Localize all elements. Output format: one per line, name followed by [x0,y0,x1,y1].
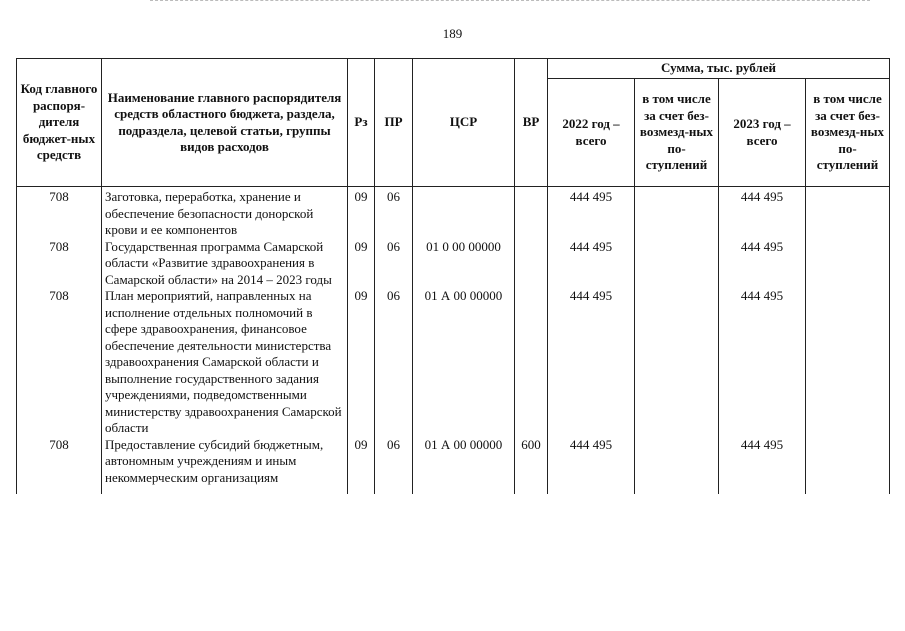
row-vr [515,239,548,289]
row-csr [413,187,515,239]
header-2022-total: 2022 год – всего [548,79,635,187]
row-2023-grants [806,239,890,289]
table-row [17,288,890,437]
row-csr: 01 0 00 00000 [413,239,515,289]
row-vr [515,187,548,239]
row-2023-total: 444 495 [719,239,806,289]
header-2022-grants: в том числе за счет без-возмезд-ных по-ступлений [635,79,719,187]
header-2023-grants: в том числе за счет без-возмезд-ных по-ступлений [806,79,890,187]
row-2022-grants [635,437,719,495]
row-2022-total: 444 495 [548,187,635,239]
row-pr: 06 [375,437,413,495]
row-code: 708 [17,239,102,289]
row-2023-grants [806,288,890,437]
header-name: Наименование главного распорядителя средств областного бюджета, раздела, подраздела, целевой статьи, группы видов расходов [102,59,348,187]
row-2023-total: 444 495 [719,437,806,495]
row-2022-total: 444 495 [548,437,635,495]
row-rz: 09 [348,239,375,289]
row-rz: 09 [348,187,375,239]
header-pr: ПР [375,59,413,187]
header-rz: Рз [348,59,375,187]
row-2023-grants [806,187,890,239]
row-2023-total: 444 495 [719,288,806,437]
row-name: План мероприятий, направленных на исполнение отдельных полномочий в сфере здравоохранения, финансовое обеспечение деятельности министерства здравоохранения Самарской области и выполнение государственного задания учреждениями, подведомственными министерству здравоохранения Самарской области [102,288,348,437]
row-2022-grants [635,239,719,289]
row-csr: 01 А 00 00000 [413,288,515,437]
row-2022-total: 444 495 [548,288,635,437]
header-vr: ВР [515,59,548,187]
row-2022-grants [635,187,719,239]
row-vr: 600 [515,437,548,495]
row-2023-grants [806,437,890,495]
table-row [17,239,890,289]
row-code: 708 [17,288,102,437]
row-name: Заготовка, переработка, хранение и обеспечение безопасности донорской крови и ее компонентов [102,187,348,239]
row-pr: 06 [375,239,413,289]
top-edge-rule [150,0,870,2]
row-2022-total: 444 495 [548,239,635,289]
row-pr: 06 [375,288,413,437]
budget-table [16,58,890,494]
row-rz: 09 [348,437,375,495]
row-name: Государственная программа Самарской области «Развитие здравоохранения в Самарской области» на 2014 – 2023 годы [102,239,348,289]
row-name: Предоставление субсидий бюджетным, автономным учреждениям и иным некоммерческим организациям [102,437,348,495]
row-code: 708 [17,187,102,239]
row-rz: 09 [348,288,375,437]
header-code: Код главного распоря-дителя бюджет-ных средств [17,59,102,187]
row-vr [515,288,548,437]
row-2023-total: 444 495 [719,187,806,239]
table-row [17,437,890,495]
table-row [17,187,890,239]
page-number: 189 [442,26,463,41]
row-code: 708 [17,437,102,495]
header-sum: Сумма, тыс. рублей [548,59,890,79]
header-csr: ЦСР [413,59,515,187]
header-2023-total: 2023 год – всего [719,79,806,187]
row-2022-grants [635,288,719,437]
row-csr: 01 А 00 00000 [413,437,515,495]
row-pr: 06 [375,187,413,239]
